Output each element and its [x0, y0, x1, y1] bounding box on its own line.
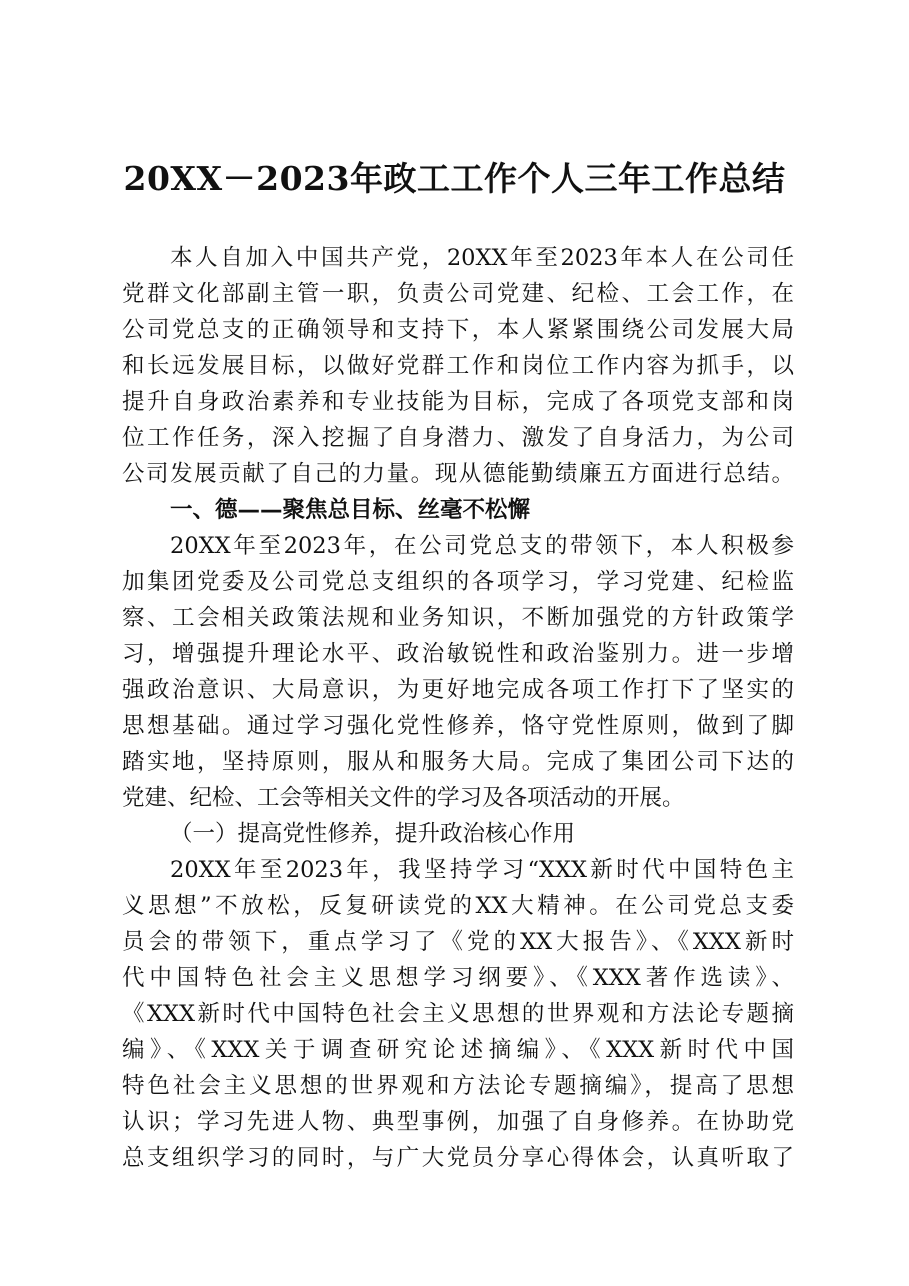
paragraph-line: 党群文化部副主管一职，负责公司党建、纪检、工会工作，在: [122, 281, 794, 307]
paragraph-line: 察、工会相关政策法规和业务知识，不断加强党的方针政策学: [122, 605, 794, 631]
section-heading: 一、德——聚焦总目标、丝毫不松懈: [170, 497, 531, 523]
paragraph-line: 总支组织学习的同时，与广大党员分享心得体会，认真听取了: [122, 1145, 794, 1171]
paragraph-line: 习，增强提升理论水平、政治敏锐性和政治鉴别力。进一步增: [122, 641, 794, 667]
paragraph-line: 代中国特色社会主义思想学习纲要》、《XXX著作选读》、: [122, 965, 794, 991]
paragraph-line: 《XXX新时代中国特色社会主义思想的世界观和方法论专题摘: [122, 1001, 794, 1027]
paragraph-line: 加集团党委及公司党总支组织的各项学习，学习党建、纪检监: [122, 569, 794, 595]
paragraph-line: 特色社会主义思想的世界观和方法论专题摘编》，提高了思想: [122, 1073, 794, 1099]
paragraph-line: 义思想”不放松，反复研读党的XX大精神。在公司党总支委: [122, 893, 794, 919]
paragraph-line: 公司党总支的正确领导和支持下，本人紧紧围绕公司发展大局: [122, 317, 794, 343]
paragraph-line: 强政治意识、大局意识，为更好地完成各项工作打下了坚实的: [122, 677, 794, 703]
paragraph-line: 思想基础。通过学习强化党性修养，恪守党性原则，做到了脚: [122, 713, 794, 739]
paragraph-line: 公司发展贡献了自己的力量。现从德能勤绩廉五方面进行总结。: [122, 461, 794, 487]
paragraph-line: 位工作任务，深入挖掘了自身潜力、激发了自身活力，为公司: [122, 425, 794, 451]
paragraph-line: 认识；学习先进人物、典型事例，加强了自身修养。在协助党: [122, 1109, 794, 1135]
paragraph-line: 20XX年至2023年，我坚持学习“XXX新时代中国特色主: [170, 857, 794, 883]
paragraph-line: 本人自加入中国共产党，20XX年至2023年本人在公司任: [170, 245, 794, 271]
paragraph-line: 党建、纪检、工会等相关文件的学习及各项活动的开展。: [122, 785, 685, 811]
paragraph-line: 20XX年至2023年，在公司党总支的带领下，本人积极参: [170, 533, 794, 559]
paragraph-line: 员会的带领下，重点学习了《党的XX大报告》、《XXX新时: [122, 929, 794, 955]
paragraph-line: 踏实地，坚持原则，服从和服务大局。完成了集团公司下达的: [122, 749, 794, 775]
paragraph-line: 和长远发展目标，以做好党群工作和岗位工作内容为抓手，以: [122, 353, 794, 379]
paragraph-line: 提升自身政治素养和专业技能为目标，完成了各项党支部和岗: [122, 389, 794, 415]
paragraph-line: 编》、《XXX关于调查研究论述摘编》、《XXX新时代中国: [122, 1037, 794, 1063]
document-body: [122, 240, 794, 1176]
subsection-heading: （一）提高党性修养，提升政治核心作用: [170, 821, 576, 847]
document-title: 20XX－2023年政工工作个人三年工作总结: [123, 159, 786, 198]
